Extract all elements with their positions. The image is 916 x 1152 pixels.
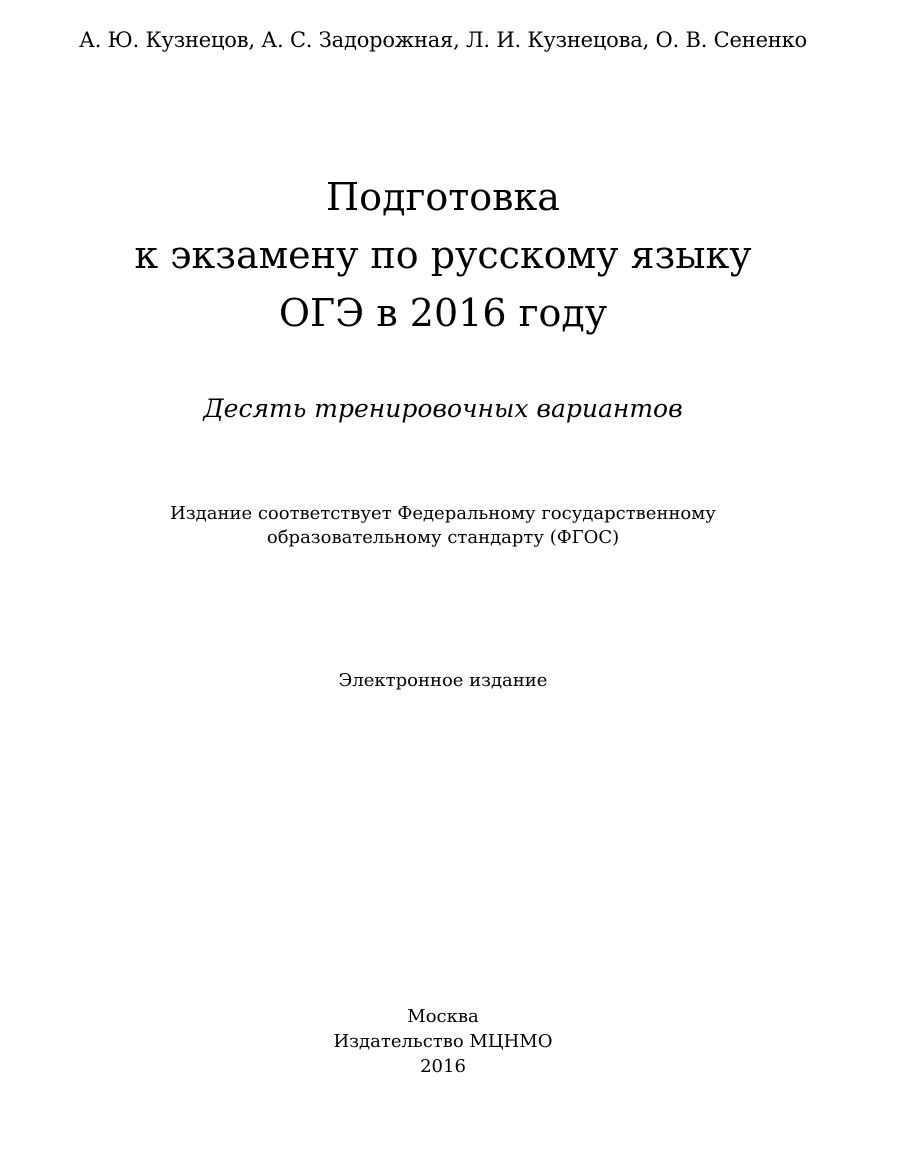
authors: А. Ю. Кузнецов, А. С. Задорожная, Л. И. Кузнецова, О. В. Сененко [79, 28, 807, 52]
compliance-line-2: образовательному стандарту (ФГОС) [266, 527, 620, 548]
standard-compliance-note [0, 502, 886, 550]
compliance-line-1: Издание соответствует Федеральному государственному [170, 503, 716, 524]
imprint [0, 1004, 886, 1079]
imprint-city: Москва [407, 1006, 479, 1027]
book-title-line-1: Подготовка [326, 175, 560, 219]
edition-note: Электронное издание [338, 670, 548, 691]
imprint-year: 2016 [420, 1056, 466, 1077]
book-title-line-2: к экзамену по русскому языку [134, 233, 752, 277]
book-title-line-3: ОГЭ в 2016 году [278, 291, 608, 335]
book-title [0, 168, 886, 342]
imprint-publisher: Издательство МЦНМО [333, 1031, 553, 1052]
book-subtitle: Десять тренировочных вариантов [203, 394, 683, 423]
